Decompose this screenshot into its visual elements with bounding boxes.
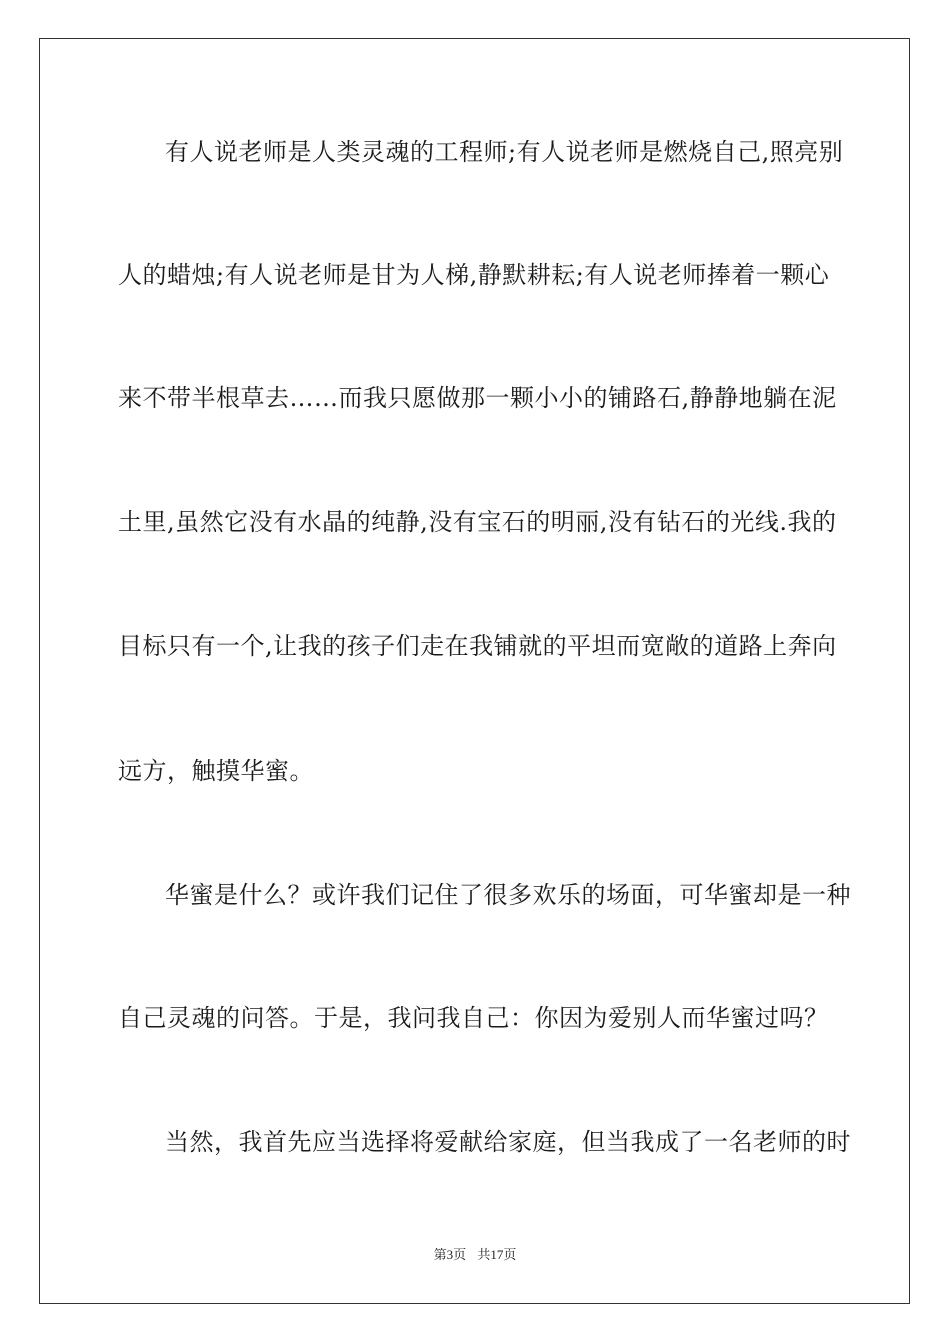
page-total: 共17页 — [477, 1247, 517, 1262]
paragraph-line-9: 当然，我首先应当选择将爱献给家庭，但当我成了一名老师的时 — [165, 1128, 851, 1156]
page-footer — [0, 1244, 950, 1263]
paragraph-line-2: 人的蜡烛;有人说老师是甘为人梯,静默耕耘;有人说老师捧着一颗心 — [118, 261, 830, 289]
paragraph-line-3: 来不带半根草去……而我只愿做那一颗小小的铺路石,静静地躺在泥 — [118, 384, 837, 412]
paragraph-line-1: 有人说老师是人类灵魂的工程师;有人说老师是燃烧自己,照亮别 — [165, 138, 844, 166]
paragraph-line-8: 自己灵魂的问答。于是，我问我自己：你因为爱别人而华蜜过吗？ — [118, 1004, 829, 1032]
paragraph-line-7: 华蜜是什么？或许我们记住了很多欢乐的场面，可华蜜却是一种 — [165, 881, 851, 909]
paragraph-line-4: 土里,虽然它没有水晶的纯静,没有宝石的明丽,没有钻石的光线.我的 — [118, 508, 837, 536]
page-border — [39, 38, 910, 1304]
paragraph-line-6: 远方，触摸华蜜。 — [118, 757, 314, 785]
page-number: 第3页 — [433, 1247, 467, 1262]
paragraph-line-5: 目标只有一个,让我的孩子们走在我铺就的平坦而宽敞的道路上奔向 — [118, 632, 837, 660]
